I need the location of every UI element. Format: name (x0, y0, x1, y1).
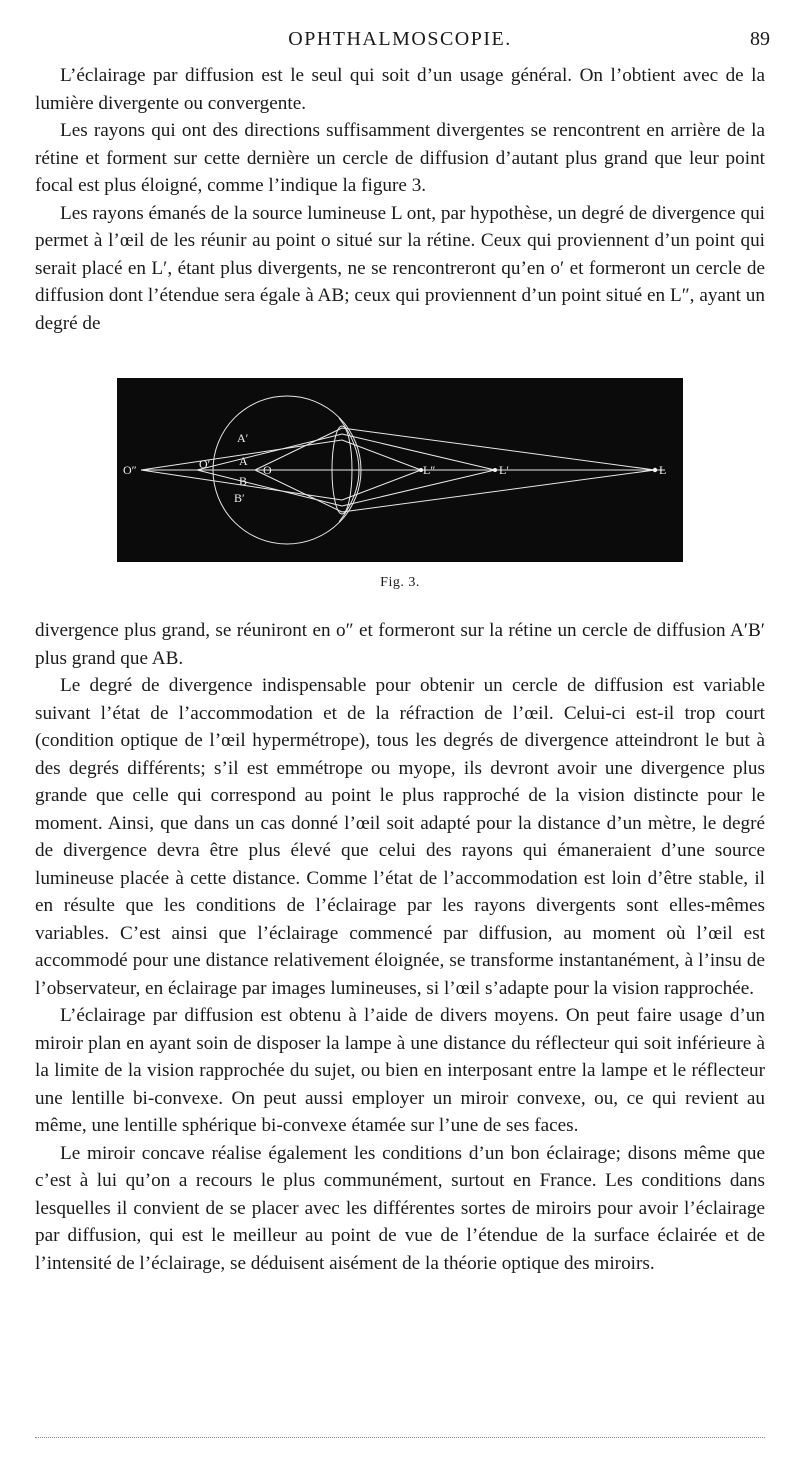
figure-3-eye-diagram (117, 378, 683, 562)
ray-l1-lower (342, 470, 495, 506)
label-a-prime: A′ (237, 431, 249, 445)
point-l (653, 468, 657, 472)
figure-caption: Fig. 3. (380, 575, 420, 590)
ray-l2-upper (342, 440, 421, 470)
paragraph: L’éclairage par diffusion est le seul qui soit d’un usage général. On l’obtient avec de la lumière divergente ou convergente. (35, 65, 765, 114)
paragraph: Le miroir concave réalise également les conditions d’un bon éclairage; disons même que c’est à lui qu’on a recours le plus communément, surtout en France. Les conditions dans lesquelles il convient de se placer avec les différentes sortes de miroirs pour avoir l’éclairage par diffusion, qui est le meilleur au point de vue de l’étendue de la surface éclairée et de l’intensité de l’éclairage, se déduisent aisément de la théorie optique des miroirs. (35, 1142, 765, 1274)
label-l: L (659, 463, 667, 477)
paragraph-continuation: divergence plus grand, se réuniront en o″ et formeront sur la rétine un cercle de diffusion A′B′ plus grand que AB. (35, 620, 765, 669)
paragraph: Les rayons émanés de la source lumineuse L ont, par hypothèse, un degré de divergence qui permet à l’œil de les réunir au point o situé sur la rétine. Ceux qui proviennent d’un point qui serait placé en L′, étant plus divergents, ne se rencontreront qu’en o′ et formeront un cercle de diffusion dont l’étendue sera égale à AB; ceux qui proviennent d’un point situé en L″, ayant un degré de (35, 202, 765, 334)
footer-rule (35, 1437, 765, 1438)
text-block-top (35, 62, 765, 337)
eye-diagram-svg (117, 378, 683, 562)
label-o-double-prime: O″ (123, 463, 137, 477)
running-title: OPHTHALMOSCOPIE. (288, 28, 512, 50)
text-block-bottom (35, 617, 765, 1277)
paragraph: Le degré de divergence indispensable pour obtenir un cercle de diffusion est variable suivant l’état de l’accommodation et de la réfraction de l’œil. Celui-ci est-il trop court (condition optique de l’œil hypermétrope), tous les degrés de divergence atteindront le but à des degrés différents; s’il est emmétrope ou myope, ils devront avoir une divergence plus grande que celle qui correspond au point le plus rapproché de la vision distincte pour le moment. Ainsi, que dans un cas donné l’œil soit adapté pour la distance d’un mètre, le degré de divergence devra être plus élevé que celui des rayons qui émaneraient d’une source lumineuse placée à cette distance. Comme l’état de l’accommodation est loin d’être stable, il en résulte que les conditions de l’éclairage par les rayons divergents sont elles-mêmes variables. C’est ainsi que l’éclairage commencé par diffusion, au moment où l’œil est accommodé pour une distance relativement éloignée, se transforme instantanément, à l’insu de l’observateur, en éclairage par images lumineuses, si l’œil s’adapte pour la vision rapprochée. (35, 675, 765, 999)
running-header (30, 28, 770, 56)
page-number: 89 (750, 28, 770, 50)
label-a: A (239, 454, 248, 468)
label-b: B (239, 474, 248, 488)
paragraph: L’éclairage par diffusion est obtenu à l’aide de divers moyens. On peut faire usage d’un miroir plan en ayant soin de disposer la lampe à une distance du réflecteur qui soit inférieure à la limite de la vision rapprochée du sujet, ou bien en interposant entre la lampe et le réflecteur une lentille bi-convexe. On peut aussi employer un miroir convexe, ou, ce qui revient au même, une lentille sphérique bi-convexe étamée sur l’une de ses faces. (35, 1005, 765, 1136)
ray-l1-upper (342, 434, 495, 470)
label-b-prime: B′ (234, 491, 245, 505)
ray-l2-lower (342, 470, 421, 500)
label-l-prime: L′ (499, 463, 509, 477)
point-l1 (493, 468, 497, 472)
label-l-double-prime: L″ (423, 463, 436, 477)
paragraph: Les rayons qui ont des directions suffisamment divergentes se rencontrent en arrière de la rétine et forment sur cette dernière un cercle de diffusion d’autant plus grand que leur point focal est plus éloigné, comme l’indique la figure 3. (35, 120, 765, 196)
label-o-prime: O′ (199, 457, 211, 471)
label-o: O (263, 463, 272, 477)
